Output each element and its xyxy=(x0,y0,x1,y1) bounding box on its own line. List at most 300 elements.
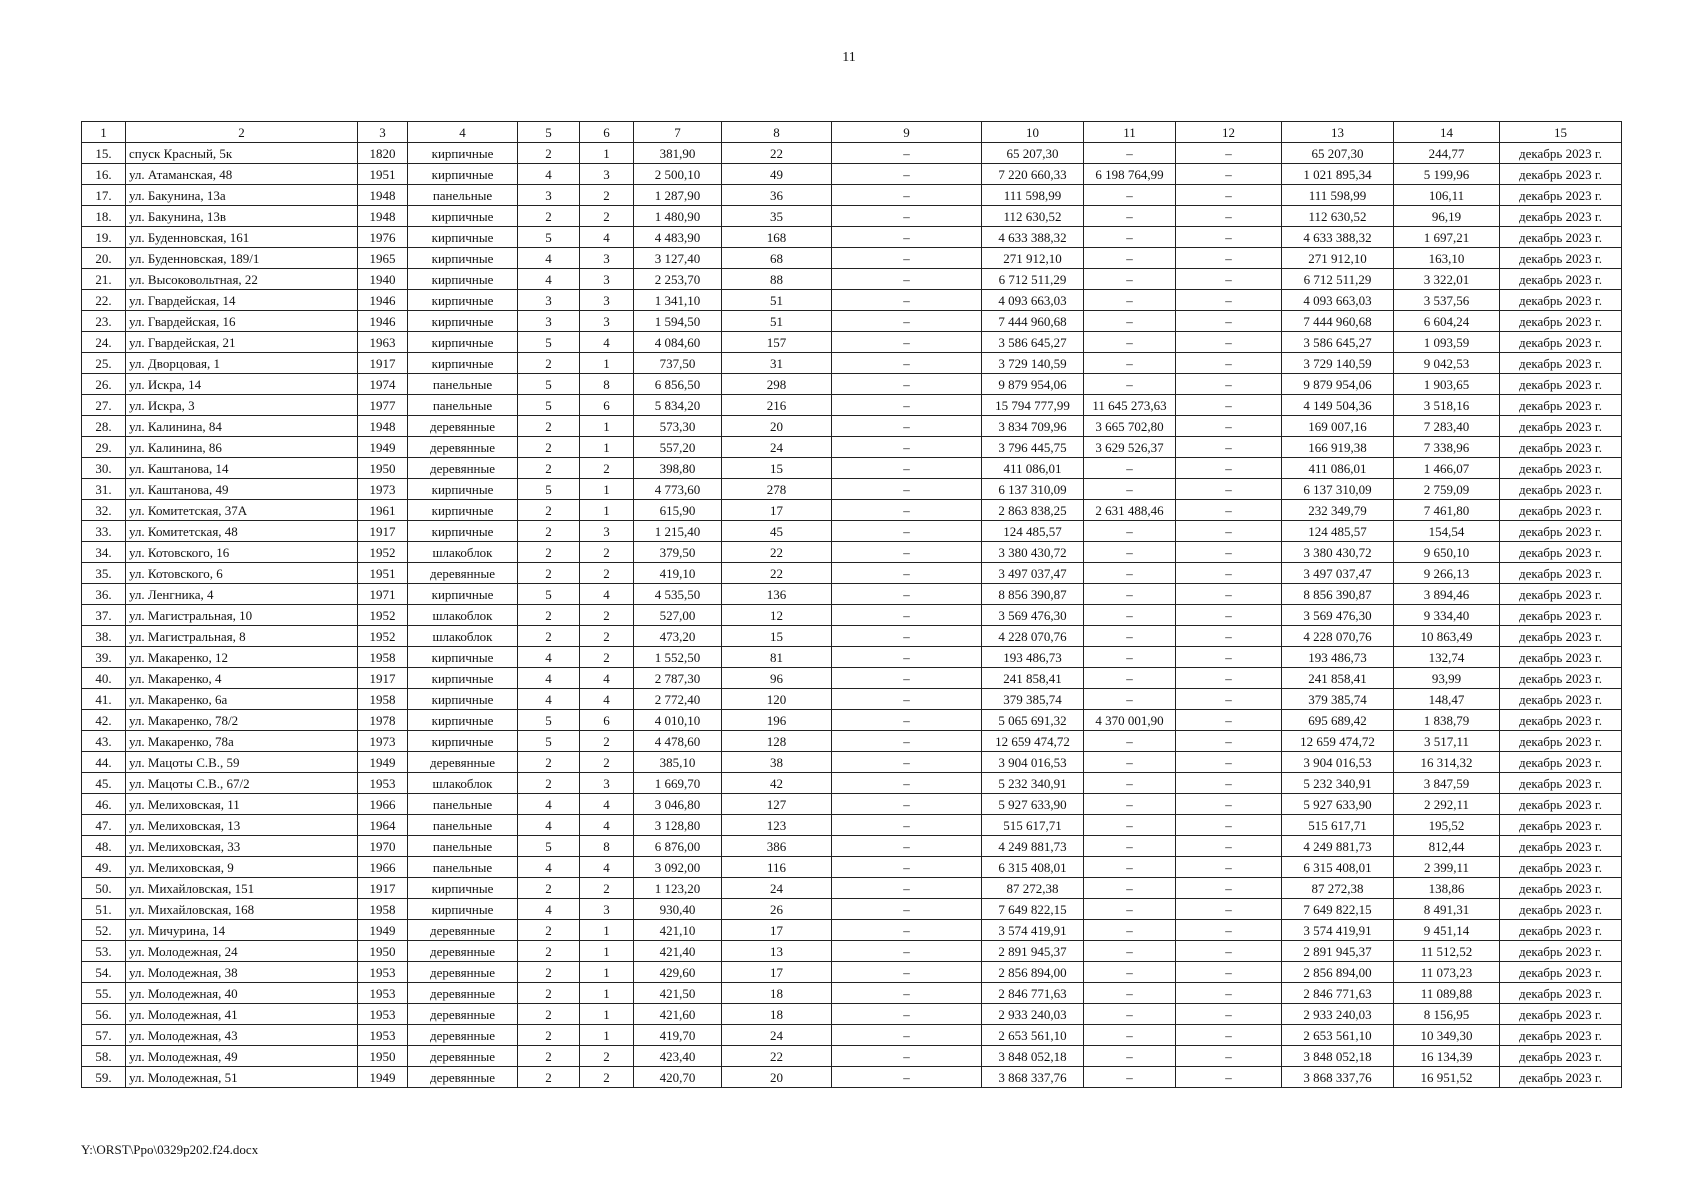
col9-cell: – xyxy=(832,647,982,668)
col14-cell: 7 338,96 xyxy=(1394,437,1500,458)
address-cell: ул. Атаманская, 48 xyxy=(126,164,358,185)
address-cell: ул. Калинина, 86 xyxy=(126,437,358,458)
col13-cell: 7 444 960,68 xyxy=(1282,311,1394,332)
col10-cell: 379 385,74 xyxy=(982,689,1084,710)
residents-cell: 96 xyxy=(722,668,832,689)
col10-cell: 5 927 633,90 xyxy=(982,794,1084,815)
column-header: 1 xyxy=(82,122,126,143)
col14-cell: 3 322,01 xyxy=(1394,269,1500,290)
residents-cell: 20 xyxy=(722,1067,832,1088)
deadline-cell: декабрь 2023 г. xyxy=(1500,374,1622,395)
address-cell: ул. Буденновская, 161 xyxy=(126,227,358,248)
table-row xyxy=(82,647,1622,668)
area-cell: 4 478,60 xyxy=(634,731,722,752)
col14-cell: 8 156,95 xyxy=(1394,1004,1500,1025)
row-number-cell: 35. xyxy=(82,563,126,584)
year-cell: 1958 xyxy=(358,689,408,710)
col13-cell: 2 891 945,37 xyxy=(1282,941,1394,962)
year-cell: 1946 xyxy=(358,290,408,311)
residents-cell: 22 xyxy=(722,563,832,584)
col13-cell: 2 856 894,00 xyxy=(1282,962,1394,983)
address-cell: ул. Комитетская, 37А xyxy=(126,500,358,521)
deadline-cell: декабрь 2023 г. xyxy=(1500,290,1622,311)
wall-material-cell: шлакоблок xyxy=(408,542,518,563)
entrances-cell: 3 xyxy=(580,311,634,332)
address-cell: ул. Мелиховская, 9 xyxy=(126,857,358,878)
row-number-cell: 26. xyxy=(82,374,126,395)
entrances-cell: 1 xyxy=(580,920,634,941)
col10-cell: 8 856 390,87 xyxy=(982,584,1084,605)
floors-cell: 2 xyxy=(518,941,580,962)
year-cell: 1946 xyxy=(358,311,408,332)
col13-cell: 7 649 822,15 xyxy=(1282,899,1394,920)
col11-cell: – xyxy=(1084,668,1176,689)
col11-cell: – xyxy=(1084,689,1176,710)
col11-cell: – xyxy=(1084,731,1176,752)
deadline-cell: декабрь 2023 г. xyxy=(1500,143,1622,164)
wall-material-cell: кирпичные xyxy=(408,332,518,353)
year-cell: 1949 xyxy=(358,1067,408,1088)
residents-cell: 17 xyxy=(722,920,832,941)
col9-cell: – xyxy=(832,710,982,731)
deadline-cell: декабрь 2023 г. xyxy=(1500,983,1622,1004)
residents-cell: 42 xyxy=(722,773,832,794)
row-number-cell: 29. xyxy=(82,437,126,458)
wall-material-cell: панельные xyxy=(408,794,518,815)
wall-material-cell: кирпичные xyxy=(408,353,518,374)
area-cell: 1 123,20 xyxy=(634,878,722,899)
col14-cell: 9 650,10 xyxy=(1394,542,1500,563)
col12-cell: – xyxy=(1176,479,1282,500)
year-cell: 1917 xyxy=(358,878,408,899)
row-number-cell: 44. xyxy=(82,752,126,773)
col11-cell: – xyxy=(1084,941,1176,962)
col13-cell: 2 933 240,03 xyxy=(1282,1004,1394,1025)
wall-material-cell: деревянные xyxy=(408,1025,518,1046)
col12-cell: – xyxy=(1176,668,1282,689)
col9-cell: – xyxy=(832,374,982,395)
area-cell: 421,60 xyxy=(634,1004,722,1025)
area-cell: 423,40 xyxy=(634,1046,722,1067)
col14-cell: 9 042,53 xyxy=(1394,353,1500,374)
entrances-cell: 4 xyxy=(580,227,634,248)
deadline-cell: декабрь 2023 г. xyxy=(1500,395,1622,416)
col14-cell: 812,44 xyxy=(1394,836,1500,857)
col13-cell: 5 927 633,90 xyxy=(1282,794,1394,815)
residents-cell: 49 xyxy=(722,164,832,185)
col9-cell: – xyxy=(832,1046,982,1067)
year-cell: 1961 xyxy=(358,500,408,521)
row-number-cell: 47. xyxy=(82,815,126,836)
table-row xyxy=(82,206,1622,227)
col11-cell: – xyxy=(1084,311,1176,332)
col13-cell: 3 868 337,76 xyxy=(1282,1067,1394,1088)
entrances-cell: 3 xyxy=(580,248,634,269)
address-cell: ул. Гвардейская, 16 xyxy=(126,311,358,332)
col12-cell: – xyxy=(1176,290,1282,311)
address-cell: ул. Каштанова, 14 xyxy=(126,458,358,479)
col9-cell: – xyxy=(832,920,982,941)
year-cell: 1952 xyxy=(358,605,408,626)
col10-cell: 411 086,01 xyxy=(982,458,1084,479)
wall-material-cell: шлакоблок xyxy=(408,626,518,647)
col11-cell: 2 631 488,46 xyxy=(1084,500,1176,521)
col10-cell: 4 228 070,76 xyxy=(982,626,1084,647)
row-number-cell: 59. xyxy=(82,1067,126,1088)
address-cell: ул. Гвардейская, 21 xyxy=(126,332,358,353)
col9-cell: – xyxy=(832,1067,982,1088)
table-row xyxy=(82,563,1622,584)
col14-cell: 93,99 xyxy=(1394,668,1500,689)
row-number-cell: 27. xyxy=(82,395,126,416)
year-cell: 1978 xyxy=(358,710,408,731)
col13-cell: 3 729 140,59 xyxy=(1282,353,1394,374)
entrances-cell: 1 xyxy=(580,143,634,164)
entrances-cell: 6 xyxy=(580,395,634,416)
col9-cell: – xyxy=(832,731,982,752)
table-row xyxy=(82,941,1622,962)
entrances-cell: 8 xyxy=(580,374,634,395)
wall-material-cell: деревянные xyxy=(408,1004,518,1025)
area-cell: 4 535,50 xyxy=(634,584,722,605)
col12-cell: – xyxy=(1176,206,1282,227)
col11-cell: – xyxy=(1084,626,1176,647)
table-row xyxy=(82,185,1622,206)
column-header: 9 xyxy=(832,122,982,143)
deadline-cell: декабрь 2023 г. xyxy=(1500,878,1622,899)
address-cell: ул. Молодежная, 38 xyxy=(126,962,358,983)
col13-cell: 4 093 663,03 xyxy=(1282,290,1394,311)
deadline-cell: декабрь 2023 г. xyxy=(1500,731,1622,752)
col11-cell: – xyxy=(1084,1046,1176,1067)
deadline-cell: декабрь 2023 г. xyxy=(1500,164,1622,185)
col9-cell: – xyxy=(832,962,982,983)
residents-cell: 123 xyxy=(722,815,832,836)
col11-cell: – xyxy=(1084,836,1176,857)
table-row xyxy=(82,710,1622,731)
col12-cell: – xyxy=(1176,563,1282,584)
deadline-cell: декабрь 2023 г. xyxy=(1500,563,1622,584)
entrances-cell: 2 xyxy=(580,878,634,899)
wall-material-cell: кирпичные xyxy=(408,311,518,332)
entrances-cell: 1 xyxy=(580,416,634,437)
col14-cell: 5 199,96 xyxy=(1394,164,1500,185)
residents-cell: 88 xyxy=(722,269,832,290)
col9-cell: – xyxy=(832,1004,982,1025)
area-cell: 6 856,50 xyxy=(634,374,722,395)
row-number-cell: 23. xyxy=(82,311,126,332)
year-cell: 1971 xyxy=(358,584,408,605)
col10-cell: 9 879 954,06 xyxy=(982,374,1084,395)
address-cell: ул. Магистральная, 8 xyxy=(126,626,358,647)
year-cell: 1966 xyxy=(358,794,408,815)
wall-material-cell: деревянные xyxy=(408,1067,518,1088)
floors-cell: 2 xyxy=(518,920,580,941)
wall-material-cell: кирпичные xyxy=(408,878,518,899)
col10-cell: 4 633 388,32 xyxy=(982,227,1084,248)
table-row xyxy=(82,1067,1622,1088)
col9-cell: – xyxy=(832,311,982,332)
deadline-cell: декабрь 2023 г. xyxy=(1500,227,1622,248)
deadline-cell: декабрь 2023 г. xyxy=(1500,689,1622,710)
col12-cell: – xyxy=(1176,836,1282,857)
entrances-cell: 4 xyxy=(580,794,634,815)
deadline-cell: декабрь 2023 г. xyxy=(1500,773,1622,794)
deadline-cell: декабрь 2023 г. xyxy=(1500,1046,1622,1067)
col10-cell: 2 933 240,03 xyxy=(982,1004,1084,1025)
wall-material-cell: деревянные xyxy=(408,437,518,458)
floors-cell: 5 xyxy=(518,395,580,416)
floors-cell: 2 xyxy=(518,878,580,899)
wall-material-cell: кирпичные xyxy=(408,206,518,227)
col10-cell: 2 846 771,63 xyxy=(982,983,1084,1004)
col13-cell: 169 007,16 xyxy=(1282,416,1394,437)
col9-cell: – xyxy=(832,605,982,626)
table-body xyxy=(82,143,1622,1088)
table-row xyxy=(82,164,1622,185)
residents-cell: 15 xyxy=(722,458,832,479)
row-number-cell: 42. xyxy=(82,710,126,731)
col14-cell: 148,47 xyxy=(1394,689,1500,710)
col10-cell: 124 485,57 xyxy=(982,521,1084,542)
area-cell: 419,70 xyxy=(634,1025,722,1046)
col9-cell: – xyxy=(832,752,982,773)
col9-cell: – xyxy=(832,500,982,521)
col11-cell: – xyxy=(1084,878,1176,899)
area-cell: 1 594,50 xyxy=(634,311,722,332)
year-cell: 1820 xyxy=(358,143,408,164)
wall-material-cell: кирпичные xyxy=(408,479,518,500)
floors-cell: 4 xyxy=(518,689,580,710)
residents-cell: 24 xyxy=(722,878,832,899)
residents-cell: 38 xyxy=(722,752,832,773)
col14-cell: 1 697,21 xyxy=(1394,227,1500,248)
area-cell: 1 287,90 xyxy=(634,185,722,206)
wall-material-cell: деревянные xyxy=(408,458,518,479)
col13-cell: 87 272,38 xyxy=(1282,878,1394,899)
address-cell: ул. Молодежная, 43 xyxy=(126,1025,358,1046)
col14-cell: 3 847,59 xyxy=(1394,773,1500,794)
residents-cell: 216 xyxy=(722,395,832,416)
year-cell: 1953 xyxy=(358,1025,408,1046)
area-cell: 3 046,80 xyxy=(634,794,722,815)
col10-cell: 87 272,38 xyxy=(982,878,1084,899)
deadline-cell: декабрь 2023 г. xyxy=(1500,941,1622,962)
col9-cell: – xyxy=(832,206,982,227)
address-cell: ул. Молодежная, 24 xyxy=(126,941,358,962)
row-number-cell: 32. xyxy=(82,500,126,521)
col10-cell: 241 858,41 xyxy=(982,668,1084,689)
col11-cell: – xyxy=(1084,185,1176,206)
col12-cell: – xyxy=(1176,311,1282,332)
area-cell: 429,60 xyxy=(634,962,722,983)
residents-cell: 22 xyxy=(722,542,832,563)
col12-cell: – xyxy=(1176,899,1282,920)
row-number-cell: 33. xyxy=(82,521,126,542)
col13-cell: 193 486,73 xyxy=(1282,647,1394,668)
col13-cell: 6 712 511,29 xyxy=(1282,269,1394,290)
floors-cell: 2 xyxy=(518,143,580,164)
address-cell: ул. Мичурина, 14 xyxy=(126,920,358,941)
col12-cell: – xyxy=(1176,374,1282,395)
deadline-cell: декабрь 2023 г. xyxy=(1500,920,1622,941)
col10-cell: 271 912,10 xyxy=(982,248,1084,269)
area-cell: 6 876,00 xyxy=(634,836,722,857)
entrances-cell: 2 xyxy=(580,563,634,584)
table-row xyxy=(82,290,1622,311)
col14-cell: 10 349,30 xyxy=(1394,1025,1500,1046)
area-cell: 527,00 xyxy=(634,605,722,626)
wall-material-cell: кирпичные xyxy=(408,584,518,605)
col12-cell: – xyxy=(1176,542,1282,563)
area-cell: 2 772,40 xyxy=(634,689,722,710)
col14-cell: 2 759,09 xyxy=(1394,479,1500,500)
col12-cell: – xyxy=(1176,437,1282,458)
residents-cell: 12 xyxy=(722,605,832,626)
area-cell: 3 092,00 xyxy=(634,857,722,878)
floors-cell: 5 xyxy=(518,227,580,248)
year-cell: 1948 xyxy=(358,206,408,227)
col9-cell: – xyxy=(832,185,982,206)
col13-cell: 111 598,99 xyxy=(1282,185,1394,206)
col9-cell: – xyxy=(832,773,982,794)
wall-material-cell: панельные xyxy=(408,185,518,206)
wall-material-cell: кирпичные xyxy=(408,248,518,269)
entrances-cell: 1 xyxy=(580,983,634,1004)
row-number-cell: 39. xyxy=(82,647,126,668)
residents-cell: 278 xyxy=(722,479,832,500)
residents-cell: 24 xyxy=(722,437,832,458)
col14-cell: 6 604,24 xyxy=(1394,311,1500,332)
address-cell: ул. Буденновская, 189/1 xyxy=(126,248,358,269)
col9-cell: – xyxy=(832,437,982,458)
col13-cell: 4 149 504,36 xyxy=(1282,395,1394,416)
table-row xyxy=(82,227,1622,248)
col11-cell: 6 198 764,99 xyxy=(1084,164,1176,185)
col11-cell: – xyxy=(1084,353,1176,374)
row-number-cell: 54. xyxy=(82,962,126,983)
area-cell: 615,90 xyxy=(634,500,722,521)
table-row xyxy=(82,857,1622,878)
floors-cell: 2 xyxy=(518,962,580,983)
col10-cell: 6 137 310,09 xyxy=(982,479,1084,500)
row-number-cell: 53. xyxy=(82,941,126,962)
address-cell: ул. Искра, 14 xyxy=(126,374,358,395)
col9-cell: – xyxy=(832,269,982,290)
floors-cell: 2 xyxy=(518,542,580,563)
col10-cell: 12 659 474,72 xyxy=(982,731,1084,752)
table-row xyxy=(82,815,1622,836)
row-number-cell: 41. xyxy=(82,689,126,710)
deadline-cell: декабрь 2023 г. xyxy=(1500,332,1622,353)
table-row xyxy=(82,605,1622,626)
deadline-cell: декабрь 2023 г. xyxy=(1500,1067,1622,1088)
floors-cell: 2 xyxy=(518,773,580,794)
entrances-cell: 2 xyxy=(580,752,634,773)
year-cell: 1964 xyxy=(358,815,408,836)
col12-cell: – xyxy=(1176,1046,1282,1067)
col12-cell: – xyxy=(1176,815,1282,836)
year-cell: 1953 xyxy=(358,1004,408,1025)
year-cell: 1917 xyxy=(358,521,408,542)
column-header: 7 xyxy=(634,122,722,143)
col9-cell: – xyxy=(832,878,982,899)
col13-cell: 3 497 037,47 xyxy=(1282,563,1394,584)
col13-cell: 2 653 561,10 xyxy=(1282,1025,1394,1046)
column-header: 11 xyxy=(1084,122,1176,143)
address-cell: ул. Молодежная, 41 xyxy=(126,1004,358,1025)
wall-material-cell: кирпичные xyxy=(408,731,518,752)
col12-cell: – xyxy=(1176,605,1282,626)
address-cell: ул. Макаренко, 6а xyxy=(126,689,358,710)
col9-cell: – xyxy=(832,395,982,416)
deadline-cell: декабрь 2023 г. xyxy=(1500,1025,1622,1046)
col14-cell: 10 863,49 xyxy=(1394,626,1500,647)
wall-material-cell: кирпичные xyxy=(408,899,518,920)
deadline-cell: декабрь 2023 г. xyxy=(1500,815,1622,836)
column-header: 8 xyxy=(722,122,832,143)
year-cell: 1973 xyxy=(358,731,408,752)
deadline-cell: декабрь 2023 г. xyxy=(1500,647,1622,668)
row-number-cell: 37. xyxy=(82,605,126,626)
floors-cell: 4 xyxy=(518,269,580,290)
col12-cell: – xyxy=(1176,248,1282,269)
residents-cell: 17 xyxy=(722,962,832,983)
year-cell: 1953 xyxy=(358,962,408,983)
year-cell: 1953 xyxy=(358,983,408,1004)
entrances-cell: 4 xyxy=(580,668,634,689)
col13-cell: 124 485,57 xyxy=(1282,521,1394,542)
col10-cell: 6 315 408,01 xyxy=(982,857,1084,878)
address-cell: ул. Мелиховская, 13 xyxy=(126,815,358,836)
col13-cell: 241 858,41 xyxy=(1282,668,1394,689)
area-cell: 1 215,40 xyxy=(634,521,722,542)
floors-cell: 5 xyxy=(518,731,580,752)
col9-cell: – xyxy=(832,1025,982,1046)
residents-cell: 127 xyxy=(722,794,832,815)
address-cell: ул. Михайловская, 168 xyxy=(126,899,358,920)
address-cell: ул. Искра, 3 xyxy=(126,395,358,416)
table-row xyxy=(82,500,1622,521)
col12-cell: – xyxy=(1176,1004,1282,1025)
residents-cell: 18 xyxy=(722,1004,832,1025)
year-cell: 1958 xyxy=(358,647,408,668)
year-cell: 1977 xyxy=(358,395,408,416)
col9-cell: – xyxy=(832,353,982,374)
col10-cell: 4 249 881,73 xyxy=(982,836,1084,857)
col11-cell: 3 665 702,80 xyxy=(1084,416,1176,437)
table-row xyxy=(82,752,1622,773)
col14-cell: 2 399,11 xyxy=(1394,857,1500,878)
col11-cell: – xyxy=(1084,143,1176,164)
table-row xyxy=(82,836,1622,857)
floors-cell: 4 xyxy=(518,794,580,815)
deadline-cell: декабрь 2023 г. xyxy=(1500,542,1622,563)
year-cell: 1973 xyxy=(358,479,408,500)
residents-cell: 196 xyxy=(722,710,832,731)
col14-cell: 1 838,79 xyxy=(1394,710,1500,731)
entrances-cell: 1 xyxy=(580,353,634,374)
address-cell: ул. Калинина, 84 xyxy=(126,416,358,437)
col11-cell: – xyxy=(1084,752,1176,773)
col14-cell: 7 461,80 xyxy=(1394,500,1500,521)
row-number-cell: 22. xyxy=(82,290,126,311)
address-cell: ул. Ленгника, 4 xyxy=(126,584,358,605)
col14-cell: 1 466,07 xyxy=(1394,458,1500,479)
col14-cell: 138,86 xyxy=(1394,878,1500,899)
floors-cell: 2 xyxy=(518,563,580,584)
col10-cell: 5 232 340,91 xyxy=(982,773,1084,794)
